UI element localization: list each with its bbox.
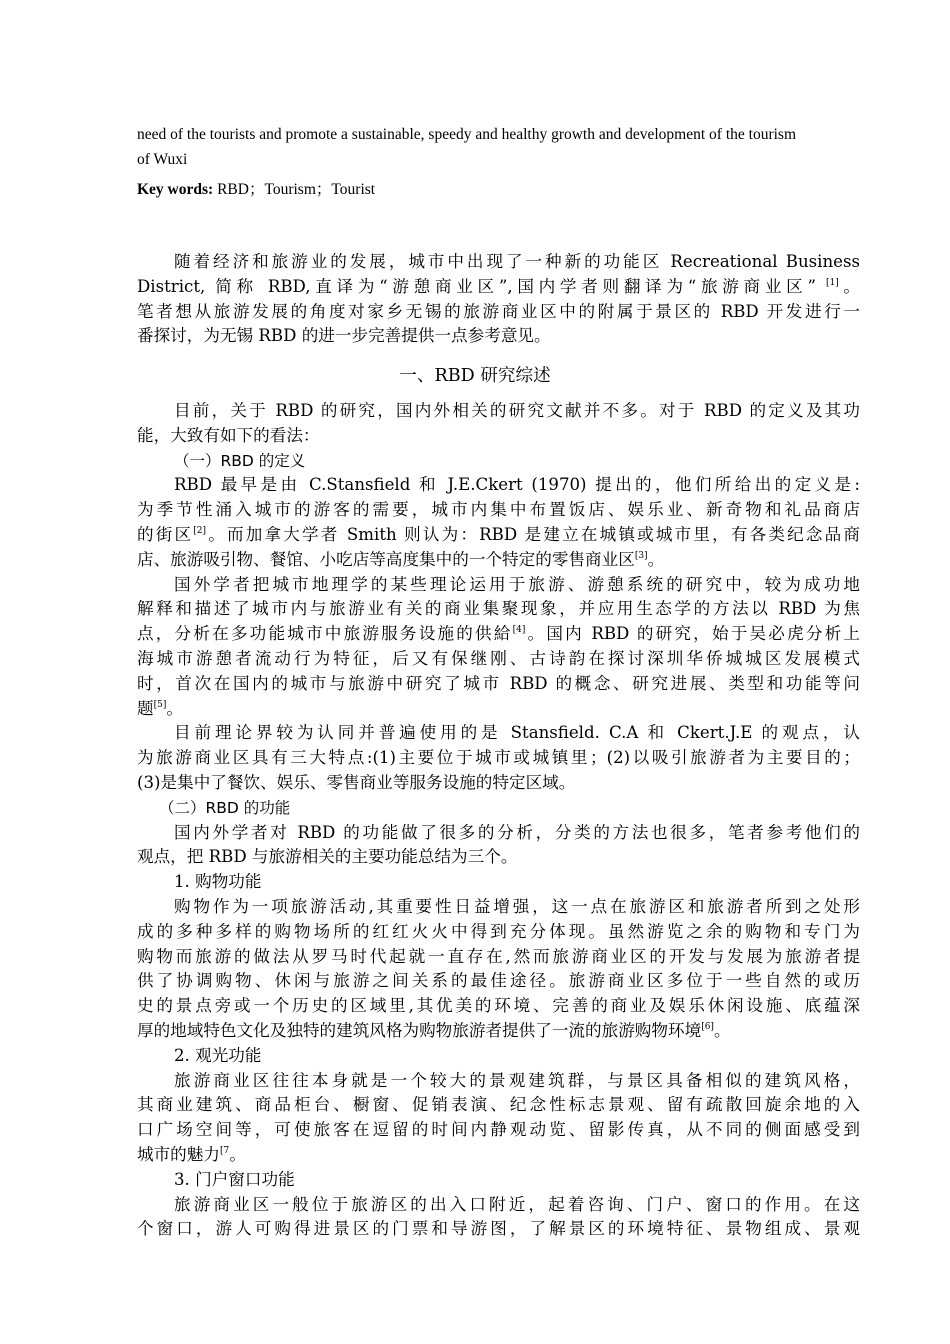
subsection-heading-function: （二）RBD 的功能 (159, 798, 291, 817)
text-line: 能，大致有如下的看法： (137, 425, 320, 445)
citation: [3] (634, 550, 648, 561)
list-item-heading: 1. 购物功能 (174, 872, 262, 892)
abstract-line: of Wuxi (137, 151, 188, 168)
list-item-heading: 2. 观光功能 (174, 1045, 262, 1065)
text-line: 城市的魅力$^{[7}$。 (137, 1144, 246, 1164)
text-line: 目前理论界较为认同并普遍使用的是 Stansfield. C.A 和 Ckert.J.E 的观点，认 (174, 723, 860, 743)
text-line: 随着经济和旅游业的发展，城市中出现了一种新的功能区 Recreational Business (174, 252, 860, 271)
citation: [7 (219, 1145, 230, 1156)
abstract-line: need of the tourists and promote a sustainable, speedy and healthy growth and development of the tourism (137, 126, 797, 143)
text-line: 厚的地域特色文化及独特的建筑风格为购物旅游者提供了一流的旅游购物环境[6]。 (137, 1020, 731, 1040)
text-line: 其商业建筑、商品柜台、橱窗、促销表演、纪念性标志景观、留有疏散回旋余地的入 (137, 1095, 860, 1115)
text-line: 时，首次在国内的城市与旅游中研究了城市 RBD 的概念、研究进展、类型和功能等问 (137, 673, 860, 693)
text-line: 购物作为一项旅游活动,其重要性日益增强，这一点在旅游区和旅游者所到之处形 (174, 896, 860, 916)
text-line: RBD 最早是由 C.Stansfield 和 J.E.Ckert (1970) 提出的，他们所给出的定义是: (174, 475, 860, 495)
section-body (137, 399, 860, 1242)
text-line: 购物而旅游的做法从罗马时代起就一直存在,然而旅游商业区的开发与发展为旅游者提 (137, 946, 860, 966)
keywords-line (137, 177, 375, 199)
text-line: 观点，把 RBD 与旅游相关的主要功能总结为三个。 (137, 847, 518, 867)
text-line: 口广场空间等，可使旅客在逗留的时间内静观动览、留影传真，从不同的侧面感受到 (137, 1120, 860, 1140)
text-line: 为旅游商业区具有三大特点:(1)主要位于城市或城镇里；(2)以吸引旅游者为主要目的； (137, 748, 860, 768)
citation: [1] (825, 277, 839, 288)
text-line: 题[5]。 (137, 698, 183, 718)
section-heading: 一、RBD 研究综述 (399, 366, 551, 386)
text-line: 为季节性涌入城市的游客的需要，城市内集中布置饭店、娱乐业、新奇物和礼品商店 (137, 500, 860, 520)
citation: [4] (512, 625, 526, 636)
text-line: (3)是集中了餐饮、娱乐、零售商业等服务设施的特定区域。 (137, 772, 576, 792)
text-line: 番探讨，为无锡 RBD 的进一步完善提供一点参考意见。 (137, 326, 551, 346)
text-line: 国内外学者对 RBD 的功能做了很多的分析，分类的方法也很多，笔者参考他们的 (174, 822, 860, 842)
text-line: 点，分析在多功能城市中旅游服务设施的供給[4]。国内 RBD 的研究，始于吴必虎分析上 (137, 624, 860, 644)
text-line: 供了协调购物、休闲与旅游之间关系的最佳途径。旅游商业区多位于一些自然的或历 (137, 971, 860, 991)
list-item-heading: 3. 门户窗口功能 (174, 1169, 295, 1189)
subsection-heading-definition: （一）RBD 的定义 (174, 451, 306, 470)
text-line: 海城市游憩者流动行为特征，后又有保继刚、古诗韵在探讨深圳华侨城城区发展模式 (137, 648, 860, 668)
text-line: 国外学者把城市地理学的某些理论运用于旅游、游憩系统的研究中，较为成功地 (174, 574, 860, 594)
intro-paragraph (137, 250, 860, 349)
text-line: 旅游商业区一般位于旅游区的出入口附近，起着咨询、门户、窗口的作用。在这 (174, 1194, 860, 1214)
text-line: 目前，关于 RBD 的研究，国内外相关的研究文献并不多。对于 RBD 的定义及其功 (174, 401, 860, 420)
keywords-text: RBD；Tourism；Tourist (213, 181, 376, 198)
text-line: District, 简称 RBD,直译为“游憩商业区”,国内学者则翻译为“旅游商业区” [1]。 (137, 276, 860, 296)
text-line: 个窗口，游人可购得进景区的门票和导游图，了解景区的环境特征、景物组成、景观 (137, 1219, 860, 1239)
citation: [2] (193, 525, 207, 536)
citation: [6] (701, 1021, 714, 1032)
citation: [5] (153, 699, 167, 710)
text-line: 成的多种多样的购物场所的红红火火中得到充分体现。虽然游览之余的购物和专门为 (137, 921, 860, 941)
text-line: 笔者想从旅游发展的角度对家乡无锡的旅游商业区中的附属于景区的 RBD 开发进行一 (137, 301, 860, 321)
text-line: 旅游商业区往往本身就是一个较大的景观建筑群，与景区具备相似的建筑风格， (174, 1070, 860, 1090)
keywords-label: Key words: (137, 181, 214, 198)
text-line: 史的景点旁或一个历史的区域里,其优美的环境、完善的商业及娱乐休闲设施、底蕴深 (137, 996, 860, 1016)
text-line: 的街区[2]。而加拿大学者 Smith 则认为：RBD 是建立在城镇或城市里，有各类纪念品商 (137, 524, 860, 544)
text-line: 店、旅游吸引物、餐馆、小吃店等高度集中的一个特定的零售商业区[3]。 (137, 549, 665, 569)
text-line: 解释和描述了城市内与旅游业有关的商业集聚现象，并应用生态学的方法以 RBD 为焦 (137, 599, 860, 619)
